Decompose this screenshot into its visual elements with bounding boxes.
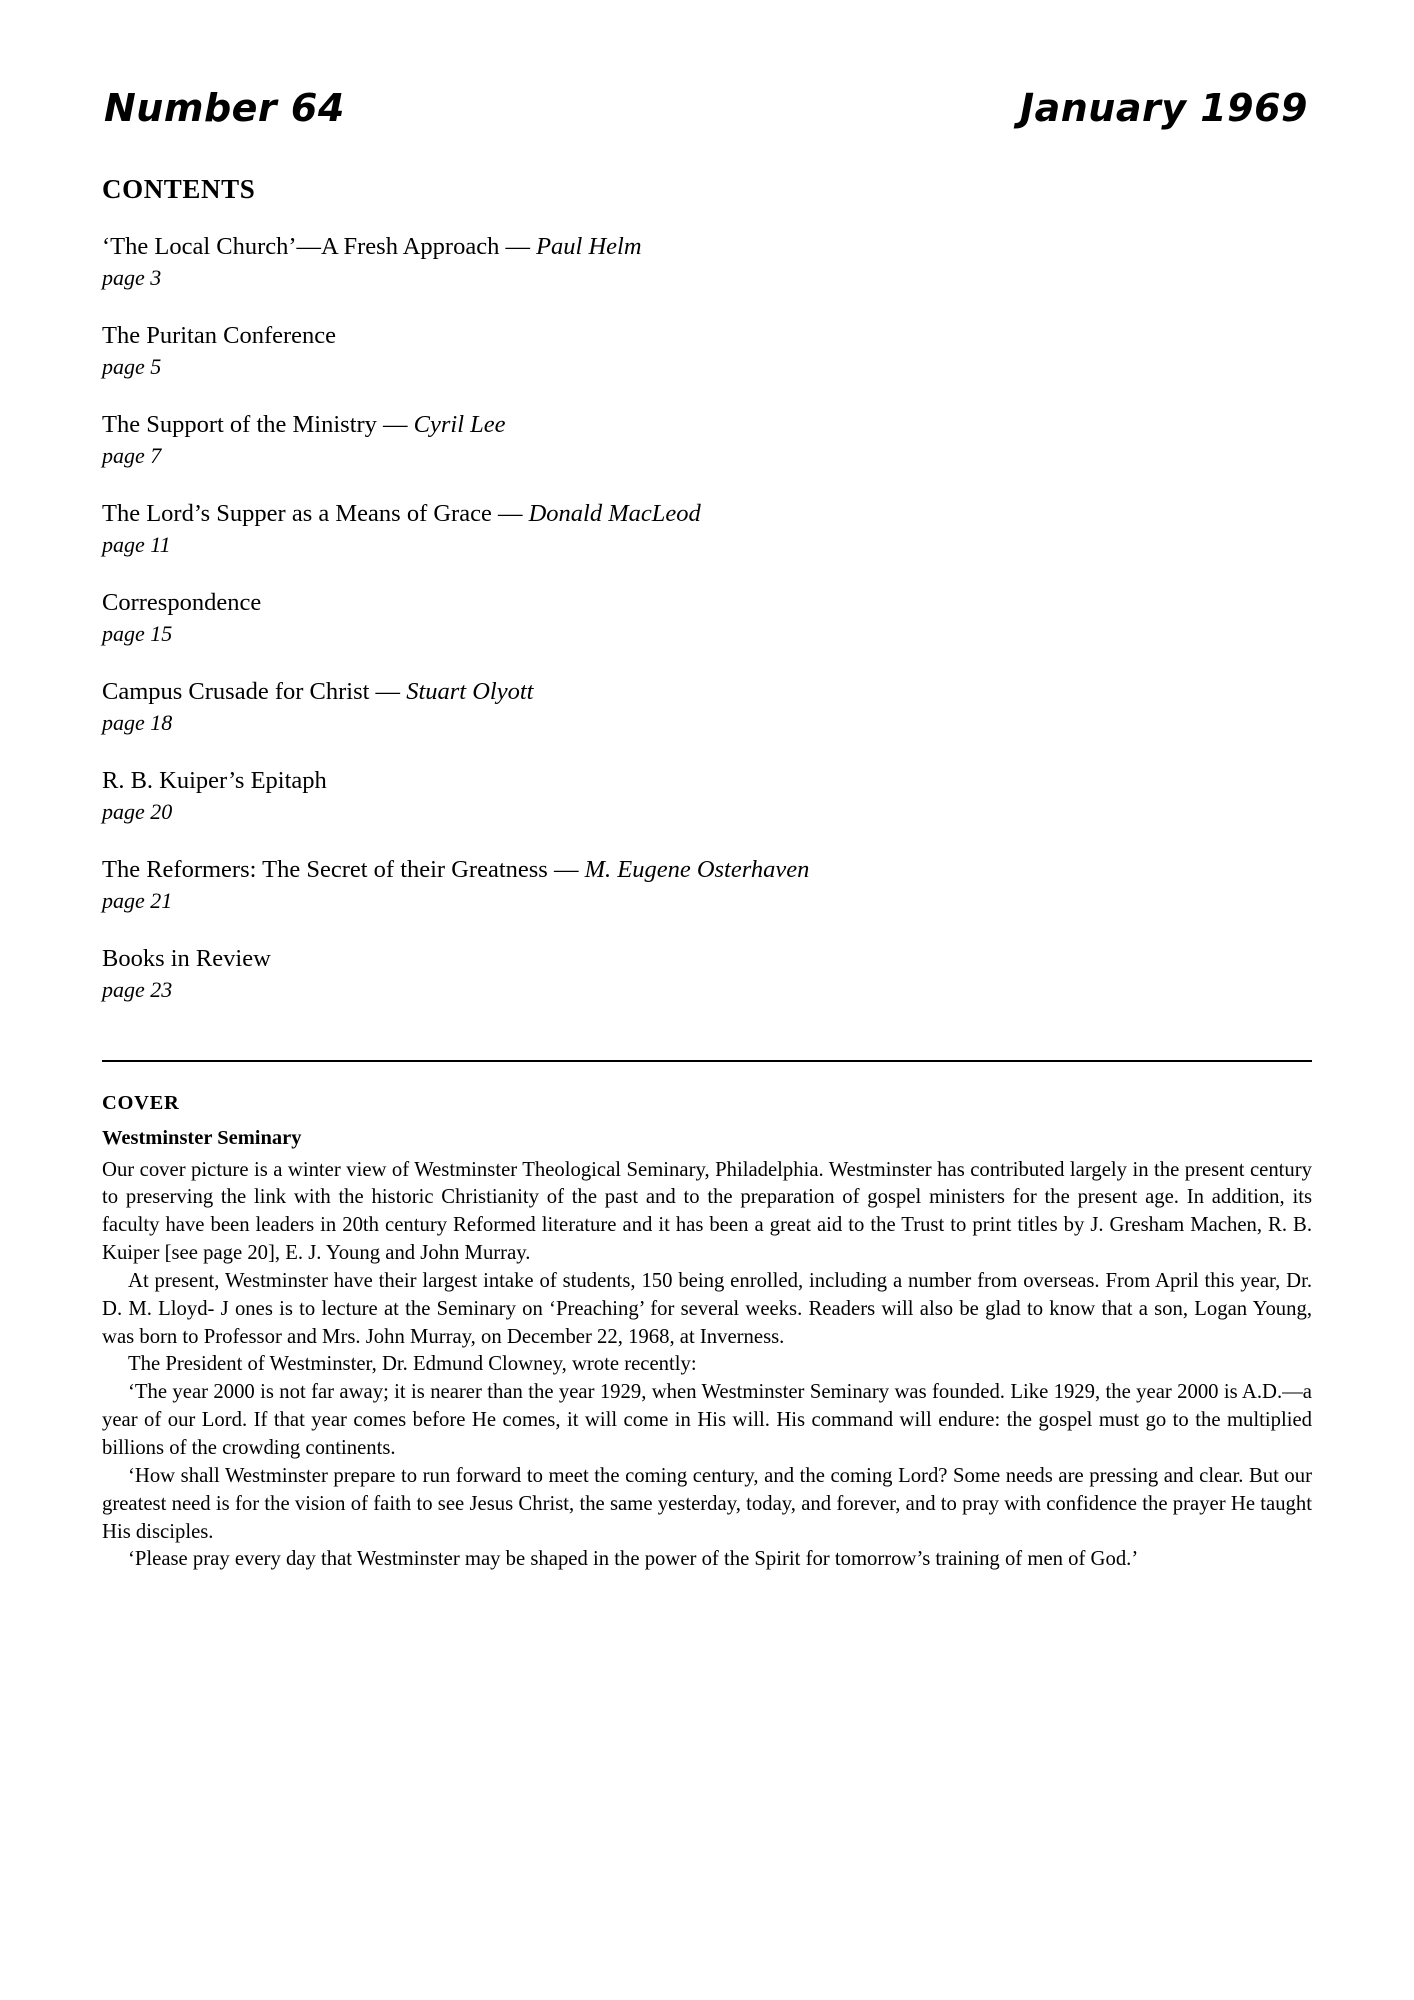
toc-entry-page: page 20 xyxy=(102,799,173,825)
toc-entry-author: Paul Helm xyxy=(536,233,642,260)
toc-entry xyxy=(102,587,1314,649)
toc-entry-title xyxy=(102,498,1314,529)
toc-entry-title-text: ‘The Local Church’—A Fresh Approach — xyxy=(102,233,537,260)
toc-entry-title-text: The Reformers: The Secret of their Greatness — xyxy=(102,855,585,883)
toc-entry-author: Cyril Lee xyxy=(413,410,506,438)
cover-label: COVER xyxy=(102,1091,180,1114)
toc-entry-page: page 7 xyxy=(102,443,162,469)
toc-entry xyxy=(102,498,1314,560)
issue-number: Number 64 xyxy=(104,86,345,130)
toc-entry-title-text: The Puritan Conference xyxy=(102,321,337,349)
cover-subtitle: Westminster Seminary xyxy=(102,1126,302,1149)
toc-entry-title xyxy=(102,765,1314,796)
cover-paragraph: At present, Westminster have their largest intake of students, 150 being enrolled, including a number from overseas. From April this year, Dr. D. M. Lloyd- J ones is to lecture at the Seminary on ‘Preaching’ for several weeks. Readers will also be glad to know that a son, Logan Young, was born to Professor and Mrs. John Murray, on December 22, 1968, at Inverness. xyxy=(102,1269,1312,1348)
toc-entry-page: page 23 xyxy=(102,976,173,1002)
toc-entry-title xyxy=(102,943,1314,974)
toc-entry-author: M. Eugene Osterhaven xyxy=(584,855,810,883)
table-of-contents xyxy=(102,231,1314,1005)
issue-date: January 1969 xyxy=(1019,86,1308,130)
toc-entry-title-text: R. B. Kuiper’s Epitaph xyxy=(102,766,327,794)
cover-paragraph: ‘How shall Westminster prepare to run forward to meet the coming century, and the coming Lord? Some needs are pressing and clear. But our greatest need is for the vision of faith to see Jesus Christ, the same yesterday, today, and forever, and to pray with confidence the prayer He taught His disciples. xyxy=(102,1464,1312,1543)
toc-entry xyxy=(102,765,1314,827)
toc-entry-page: page 11 xyxy=(102,532,171,558)
toc-entry-title xyxy=(102,409,1314,440)
toc-entry xyxy=(102,676,1314,738)
toc-entry-title-text: Correspondence xyxy=(102,588,262,616)
toc-entry xyxy=(102,943,1314,1005)
toc-entry-title xyxy=(102,676,1314,707)
toc-entry-title-text: Campus Crusade for Christ — xyxy=(102,677,407,705)
cover-body xyxy=(102,1157,1312,1575)
toc-entry xyxy=(102,854,1314,916)
toc-entry-title xyxy=(102,320,1314,351)
toc-entry-title-text: The Lord’s Supper as a Means of Grace — xyxy=(102,499,529,527)
toc-entry-page: page 15 xyxy=(102,621,173,647)
toc-entry xyxy=(102,320,1314,382)
contents-heading: CONTENTS xyxy=(102,174,256,204)
toc-entry-author: Stuart Olyott xyxy=(406,677,534,705)
toc-entry-title xyxy=(102,854,1314,885)
toc-entry-author: Donald MacLeod xyxy=(528,499,701,527)
toc-entry-page: page 18 xyxy=(102,710,173,736)
toc-entry-title-text: The Support of the Ministry — xyxy=(102,410,414,438)
cover-section xyxy=(100,1092,1314,1575)
toc-entry-page: page 3 xyxy=(102,265,162,291)
toc-entry-title xyxy=(102,231,1314,262)
toc-entry-title xyxy=(102,587,1314,618)
masthead xyxy=(100,86,1314,130)
cover-paragraph: Our cover picture is a winter view of Westminster Theological Seminary, Philadelphia. Westminster has contributed largely in the present century to preserving the link with the historic Christianity of the past and to the preparation of gospel ministers for the present age. In addition, its faculty have been leaders in 20th century Reformed literature and it has been a great aid to the Trust to print titles by J. Gresham Machen, R. B. Kuiper [see page 20], E. J. Young and John Murray. xyxy=(102,1158,1312,1265)
cover-paragraph: ‘Please pray every day that Westminster may be shaped in the power of the Spirit for tomorrow’s training of men of God.’ xyxy=(128,1548,1139,1571)
cover-paragraph: ‘The year 2000 is not far away; it is nearer than the year 1929, when Westminster Seminary was founded. Like 1929, the year 2000 is A.D.—a year of our Lord. If that year comes before He comes, it will come in His will. His command will endure: the gospel must go to the multiplied billions of the crowding continents. xyxy=(102,1381,1312,1460)
toc-entry-title-text: Books in Review xyxy=(102,944,271,972)
toc-entry xyxy=(102,231,1314,293)
section-divider xyxy=(102,1060,1312,1062)
cover-paragraph: The President of Westminster, Dr. Edmund Clowney, wrote recently: xyxy=(128,1353,697,1376)
toc-entry-page: page 21 xyxy=(102,888,173,914)
toc-entry-page: page 5 xyxy=(102,354,162,380)
toc-entry xyxy=(102,409,1314,471)
